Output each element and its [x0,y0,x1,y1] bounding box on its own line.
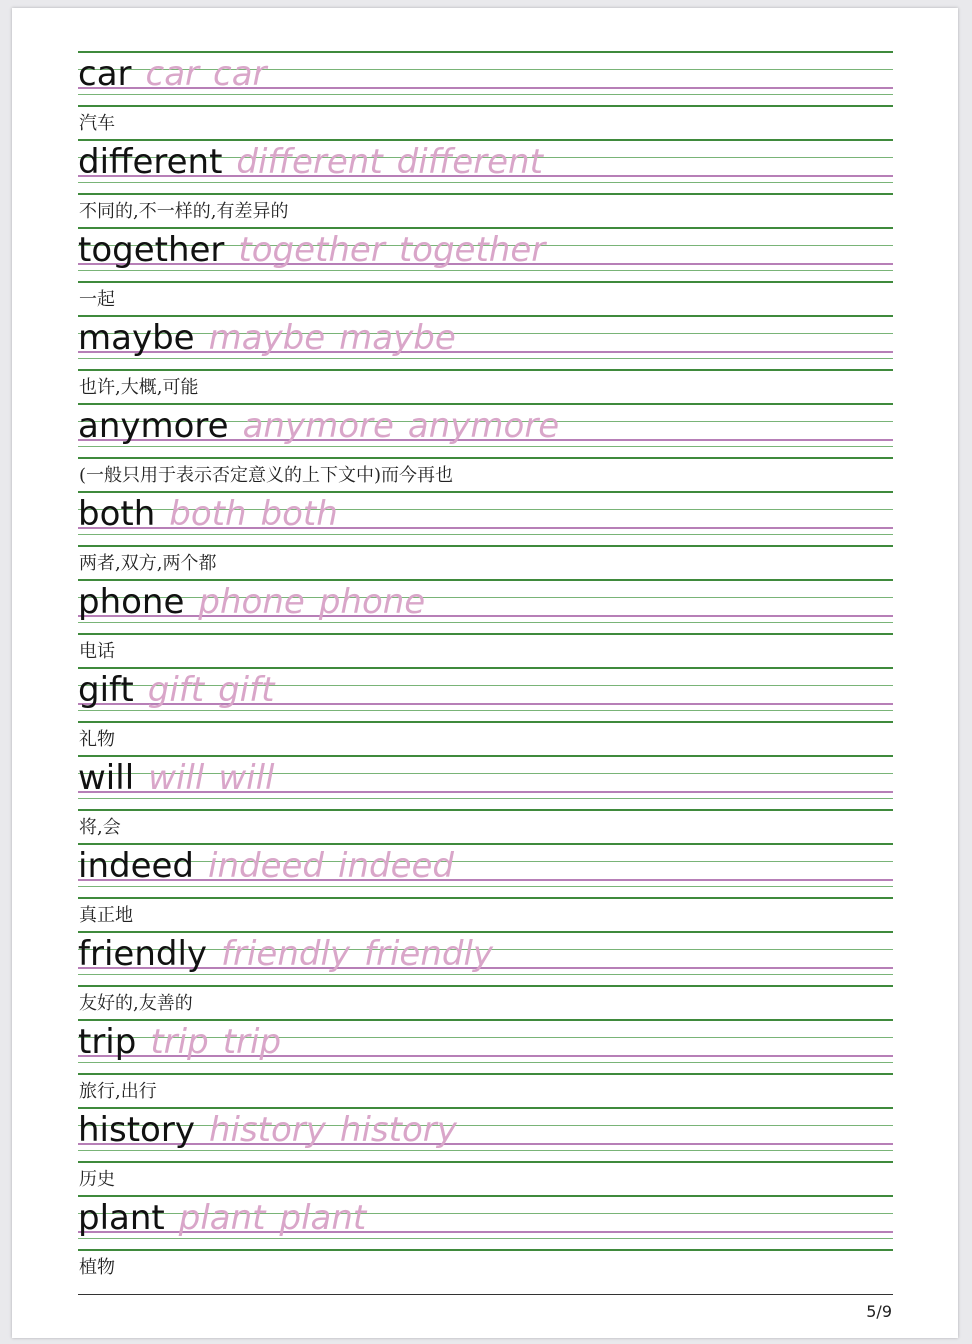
practice-rows [78,51,893,1283]
word-meaning: 真正地 [79,905,133,926]
practice-row [78,403,893,491]
trace-word: car [213,54,267,94]
guide-line [78,886,893,887]
word-meaning: 一起 [79,289,115,310]
guide-line [78,1107,893,1109]
vocab-word: different [78,142,223,182]
trace-word: phone [318,582,426,622]
trace-word: together [238,230,385,270]
guide-line [78,897,893,899]
guide-line [78,985,893,987]
guide-line [78,281,893,283]
practice-row [78,667,893,755]
practice-row [78,931,893,1019]
trace-word: history [339,1110,457,1150]
vocab-word: together [78,230,225,270]
trace-word: plant [279,1198,367,1238]
guide-line [78,491,893,493]
trace-word: different [396,142,543,182]
practice-row [78,315,893,403]
word-meaning: 不同的,不一样的,有差异的 [79,201,289,222]
trace-word: trip [150,1022,209,1062]
guide-line [78,457,893,459]
practice-row [78,755,893,843]
trace-word: both [260,494,338,534]
guide-line [78,721,893,723]
vocab-word: friendly [78,934,208,974]
trace-word: friendly [364,934,494,974]
word-line [78,670,274,710]
guide-line [78,446,893,447]
footer-rule [78,1294,893,1295]
guide-line [78,974,893,975]
guide-line [78,798,893,799]
trace-word: will [148,758,205,798]
trace-word: car [145,54,200,94]
trace-word: phone [198,582,305,622]
trace-word: anymore [407,406,560,446]
word-meaning: 将,会 [79,817,121,838]
word-line [78,54,267,94]
vocab-word: plant [78,1198,165,1238]
practice-row [78,51,893,139]
guide-line [78,579,893,581]
word-meaning: 植物 [79,1257,115,1278]
word-line [78,1110,457,1150]
practice-row [78,491,893,579]
guide-line [78,667,893,669]
vocab-word: car [78,54,132,94]
trace-word: indeed [338,846,454,886]
guide-line [78,809,893,811]
word-line [78,318,456,358]
vocab-word: gift [78,670,134,710]
guide-line [78,843,893,845]
vocab-word: trip [78,1022,137,1062]
trace-word: together [398,230,546,270]
guide-line [78,1019,893,1021]
guide-line [78,403,893,405]
practice-row [78,579,893,667]
guide-line [78,755,893,757]
guide-line [78,1062,893,1063]
vocab-word: anymore [78,406,229,446]
trace-word: trip [222,1022,282,1062]
guide-line [78,315,893,317]
word-line [78,494,338,534]
word-line [78,230,545,270]
word-meaning: 也许,大概,可能 [79,377,199,398]
trace-word: maybe [339,318,456,358]
guide-line [78,1161,893,1163]
word-line [78,758,274,798]
trace-word: will [218,758,275,798]
guide-line [78,94,893,95]
word-line [78,1198,366,1238]
vocab-word: history [78,1110,195,1150]
guide-line [78,139,893,141]
word-meaning: 汽车 [79,113,115,134]
practice-row [78,1019,893,1107]
trace-word: plant [178,1198,266,1238]
vocab-word: maybe [78,318,195,358]
practice-row [78,227,893,315]
guide-line [78,182,893,183]
guide-line [78,710,893,711]
guide-line [78,369,893,371]
guide-line [78,622,893,623]
practice-row [78,139,893,227]
word-line [78,934,493,974]
vocab-word: indeed [78,846,194,886]
practice-row [78,1195,893,1283]
word-meaning: 旅行,出行 [79,1081,157,1102]
trace-word: friendly [221,934,351,974]
guide-line [78,227,893,229]
word-line [78,582,425,622]
guide-line [78,105,893,107]
trace-word: gift [218,670,275,710]
vocab-word: both [78,494,156,534]
trace-word: anymore [242,406,394,446]
guide-line [78,51,893,53]
guide-line [78,1249,893,1251]
word-line [78,406,559,446]
trace-word: different [236,142,383,182]
guide-line [78,358,893,359]
word-meaning: 电话 [79,641,115,662]
word-meaning: 礼物 [79,729,115,750]
guide-line [78,1073,893,1075]
word-meaning: (一般只用于表示否定意义的上下文中)而今再也 [79,465,454,486]
guide-line [78,1238,893,1239]
trace-word: indeed [208,846,324,886]
trace-word: history [208,1110,326,1150]
word-meaning: 友好的,友善的 [79,993,193,1014]
guide-line [78,545,893,547]
vocab-word: will [78,758,135,798]
trace-word: gift [147,670,205,710]
word-line [78,142,543,182]
practice-row [78,843,893,931]
trace-word: maybe [208,318,326,358]
word-line [78,846,454,886]
word-meaning: 历史 [79,1169,115,1190]
practice-row [78,1107,893,1195]
trace-word: both [169,494,247,534]
word-meaning: 两者,双方,两个都 [79,553,217,574]
guide-line [78,1150,893,1151]
worksheet-page [12,8,958,1338]
guide-line [78,1195,893,1197]
vocab-word: phone [78,582,185,622]
guide-line [78,931,893,933]
page-number: 5/9 [866,1302,892,1321]
guide-line [78,193,893,195]
guide-line [78,633,893,635]
guide-line [78,270,893,271]
word-line [78,1022,281,1062]
guide-line [78,534,893,535]
